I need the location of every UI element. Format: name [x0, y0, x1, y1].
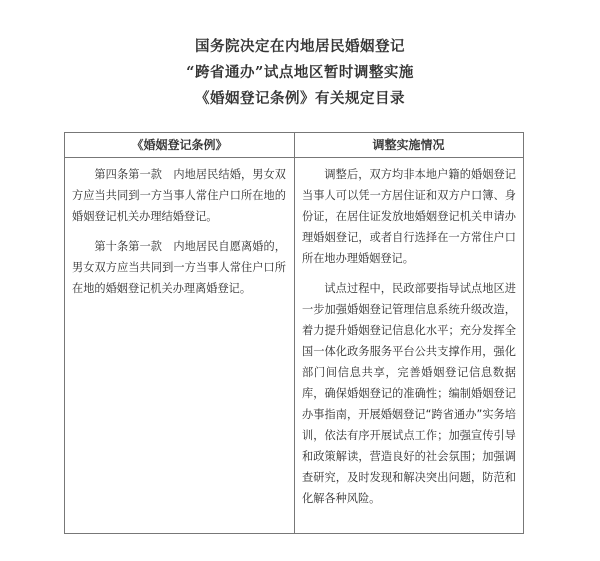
header-regulation: 《婚姻登记条例》 [131, 138, 228, 152]
document-title [0, 34, 600, 112]
title-line-1: 国务院决定在内地居民婚姻登记 [195, 38, 405, 55]
title-line-2: “跨省通办”试点地区暂时调整实施 [186, 64, 414, 81]
adjustment-paragraph-2: 试点过程中，民政部要指导试点地区进一步加强婚姻登记管理信息系统升级改造，着力提升婚姻登记信息化水平；充分发挥全国一体化政务服务平台公共支撑作用，强化部门间信息共享，完善婚姻登记信息数据库，确保婚姻登记的准确性；编制婚姻登记办事指南，开展婚姻登记“跨省通办”实务培训，依法有序开展试点工作；加强宣传引导和政策解读，营造良好的社会氛围；加强调查研究，及时发现和解决突出问题，防范和化解各种风险。 [302, 282, 516, 505]
adjustment-cell [302, 164, 516, 518]
column-divider [294, 133, 295, 533]
regulation-article-10: 第十条第一款 内地居民自愿离婚的，男女双方应当共同到一方当事人常住户口所在地的婚姻登记机关办理离婚登记。 [72, 240, 286, 295]
regulation-article-4: 第四条第一款 内地居民结婚，男女双方应当共同到一方当事人常住户口所在地的婚姻登记机关办理结婚登记。 [72, 168, 286, 223]
header-adjustment: 调整实施情况 [372, 138, 445, 152]
title-line-3: 《婚姻登记条例》有关规定目录 [195, 90, 405, 107]
adjustment-paragraph-1: 调整后，双方均非本地户籍的婚姻登记当事人可以凭一方居住证和双方户口簿、身份证，在居住证发放地婚姻登记机关申请办理婚姻登记，或者自行选择在一方常住户口所在地办理婚姻登记。 [302, 168, 516, 265]
regulation-table [64, 132, 524, 534]
regulation-cell [72, 164, 286, 308]
